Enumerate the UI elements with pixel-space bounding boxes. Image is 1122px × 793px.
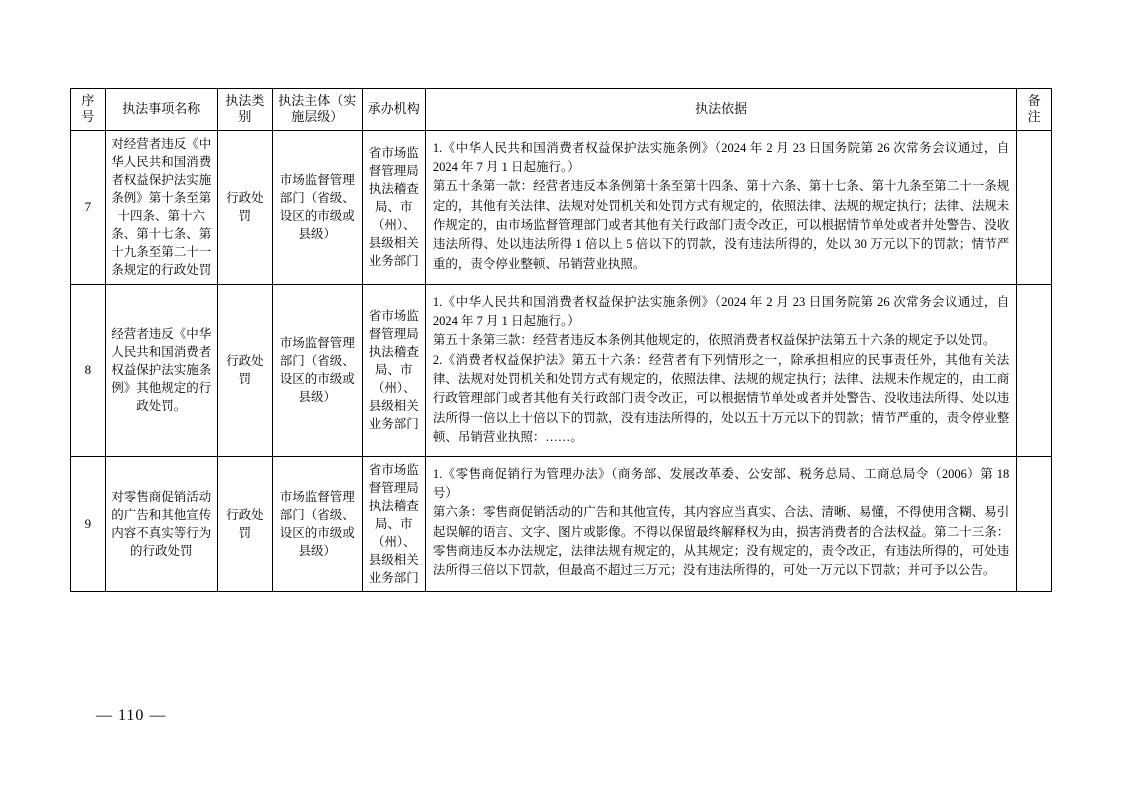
column-header-seq <box>71 89 106 131</box>
column-header-note <box>1017 89 1052 131</box>
cell-subject: 市场监督管理部门（省级、设区的市级或县级） <box>272 130 362 284</box>
cell-note <box>1017 456 1052 592</box>
cell-basis <box>425 130 1016 284</box>
cell-category: 行政处罚 <box>217 456 272 592</box>
table-header-row <box>71 89 1052 131</box>
column-header-subject-label: 执法主体（实施层级） <box>278 93 357 125</box>
cell-category: 行政处罚 <box>217 284 272 456</box>
basis-paragraph: 第五十条第三款：经营者违反本条例其他规定的，依照消费者权益保护法第五十六条的规定予以处罚。 <box>432 333 996 348</box>
column-header-note-label: 备注 <box>1027 93 1041 125</box>
cell-note <box>1017 284 1052 456</box>
column-header-organization <box>362 89 425 131</box>
basis-paragraph: 2.《消费者权益保护法》第五十六条：经营者有下列情形之一，除承担相应的民事责任外，其他有关法律、法规对处罚机关和处罚方式有规定的，依照法律、法规的规定执行；法律、法规未作规定的，由工商行政管理部门或者其他有关行政部门责令改正，可以根据情节单处或者并处警告、没收违法所得、处以违法所得一倍以上十倍以下的罚款，没有违法所得的，处以五十万元以下的罚款；情节严重的，责令停业整顿、吊销营业执照：……。 <box>432 352 1010 445</box>
basis-paragraph: 第六条：零售商促销活动的广告和其他宣传，其内容应当真实、合法、清晰、易懂，不得使用含糊、易引起误解的语言、文字、图片或影像。不得以保留最终解释权为由，损害消费者的合法权益。第二十三条：零售商违反本办法规定，法律法规有规定的，从其规定；没有规定的，责令改正，有违法所得的，可处违法所得三倍以下罚款，但最高不超过三万元；没有违法所得的，可处一万元以下罚款；并可予以公告。 <box>432 505 1010 578</box>
table-row <box>71 130 1052 284</box>
cell-seq: 8 <box>71 284 106 456</box>
cell-organization: 省市场监督管理局执法稽查局、市（州）、县级相关业务部门 <box>362 130 425 284</box>
basis-paragraph: 1.《中华人民共和国消费者权益保护法实施条例》（2024 年 2 月 23 日国务院第 26 次常务会议通过，自 2024 年 7 月 1 日起施行。） <box>432 294 1010 328</box>
cell-item-name: 经营者违反《中华人民共和国消费者权益保护法实施条例》其他规定的行政处罚。 <box>105 284 217 456</box>
table-header <box>71 89 1052 131</box>
cell-item-name: 对经营者违反《中华人民共和国消费者权益保护法实施条例》第十条至第十四条、第十六条、第十七条、第十九条至第二十一条规定的行政处罚 <box>105 130 217 284</box>
column-header-subject <box>272 89 362 131</box>
column-header-category <box>217 89 272 131</box>
cell-subject: 市场监督管理部门（省级、设区的市级或县级） <box>272 456 362 592</box>
page-number: — 110 — <box>96 707 167 724</box>
column-header-item-name-label: 执法事项名称 <box>122 101 201 117</box>
basis-paragraph: 1.《中华人民共和国消费者权益保护法实施条例》（2024 年 2 月 23 日国务院第 26 次常务会议通过，自 2024 年 7 月 1 日起施行。） <box>432 140 1010 174</box>
column-header-item-name <box>105 89 217 131</box>
column-header-category-label: 执法类别 <box>225 93 265 125</box>
cell-basis <box>425 456 1016 592</box>
basis-paragraph: 第五十条第一款：经营者违反本条例第十条至第十四条、第十六条、第十七条、第十九条至第二十一条规定的，其他有关法律、法规对处罚机关和处罚方式有规定的，依照法律、法规的规定执行；法律、法规未作规定的，由市场监督管理部门或者其他有关行政部门责令改正，可以根据情节单处或者并处警告、没收违法所得、处以违法所得 1 倍以上 5 倍以下的罚款，没有违法所得的，处以 30 万元以下的罚款；情节严重的，责令停业整顿、吊销营业执照。 <box>432 179 1010 271</box>
cell-organization: 省市场监督管理局执法稽查局、市（州）、县级相关业务部门 <box>362 456 425 592</box>
column-header-organization-label: 承办机构 <box>367 101 420 117</box>
cell-basis <box>425 284 1016 456</box>
enforcement-items-table <box>70 88 1052 592</box>
basis-paragraph: 1.《零售商促销行为管理办法》（商务部、发展改革委、公安部、税务总局、工商总局令（2006）第 18 号） <box>432 466 1010 500</box>
cell-item-name: 对零售商促销活动的广告和其他宣传内容不真实等行为的行政处罚 <box>105 456 217 592</box>
cell-category: 行政处罚 <box>217 130 272 284</box>
column-header-seq-label: 序号 <box>81 93 95 125</box>
cell-seq: 9 <box>71 456 106 592</box>
cell-organization: 省市场监督管理局执法稽查局、市（州）、县级相关业务部门 <box>362 284 425 456</box>
table-body <box>71 130 1052 592</box>
column-header-basis <box>425 89 1016 131</box>
cell-note <box>1017 130 1052 284</box>
column-header-basis-label: 执法依据 <box>695 101 748 117</box>
cell-subject: 市场监督管理部门（省级、设区的市级或县级） <box>272 284 362 456</box>
cell-seq: 7 <box>71 130 106 284</box>
table-row <box>71 456 1052 592</box>
table-row <box>71 284 1052 456</box>
